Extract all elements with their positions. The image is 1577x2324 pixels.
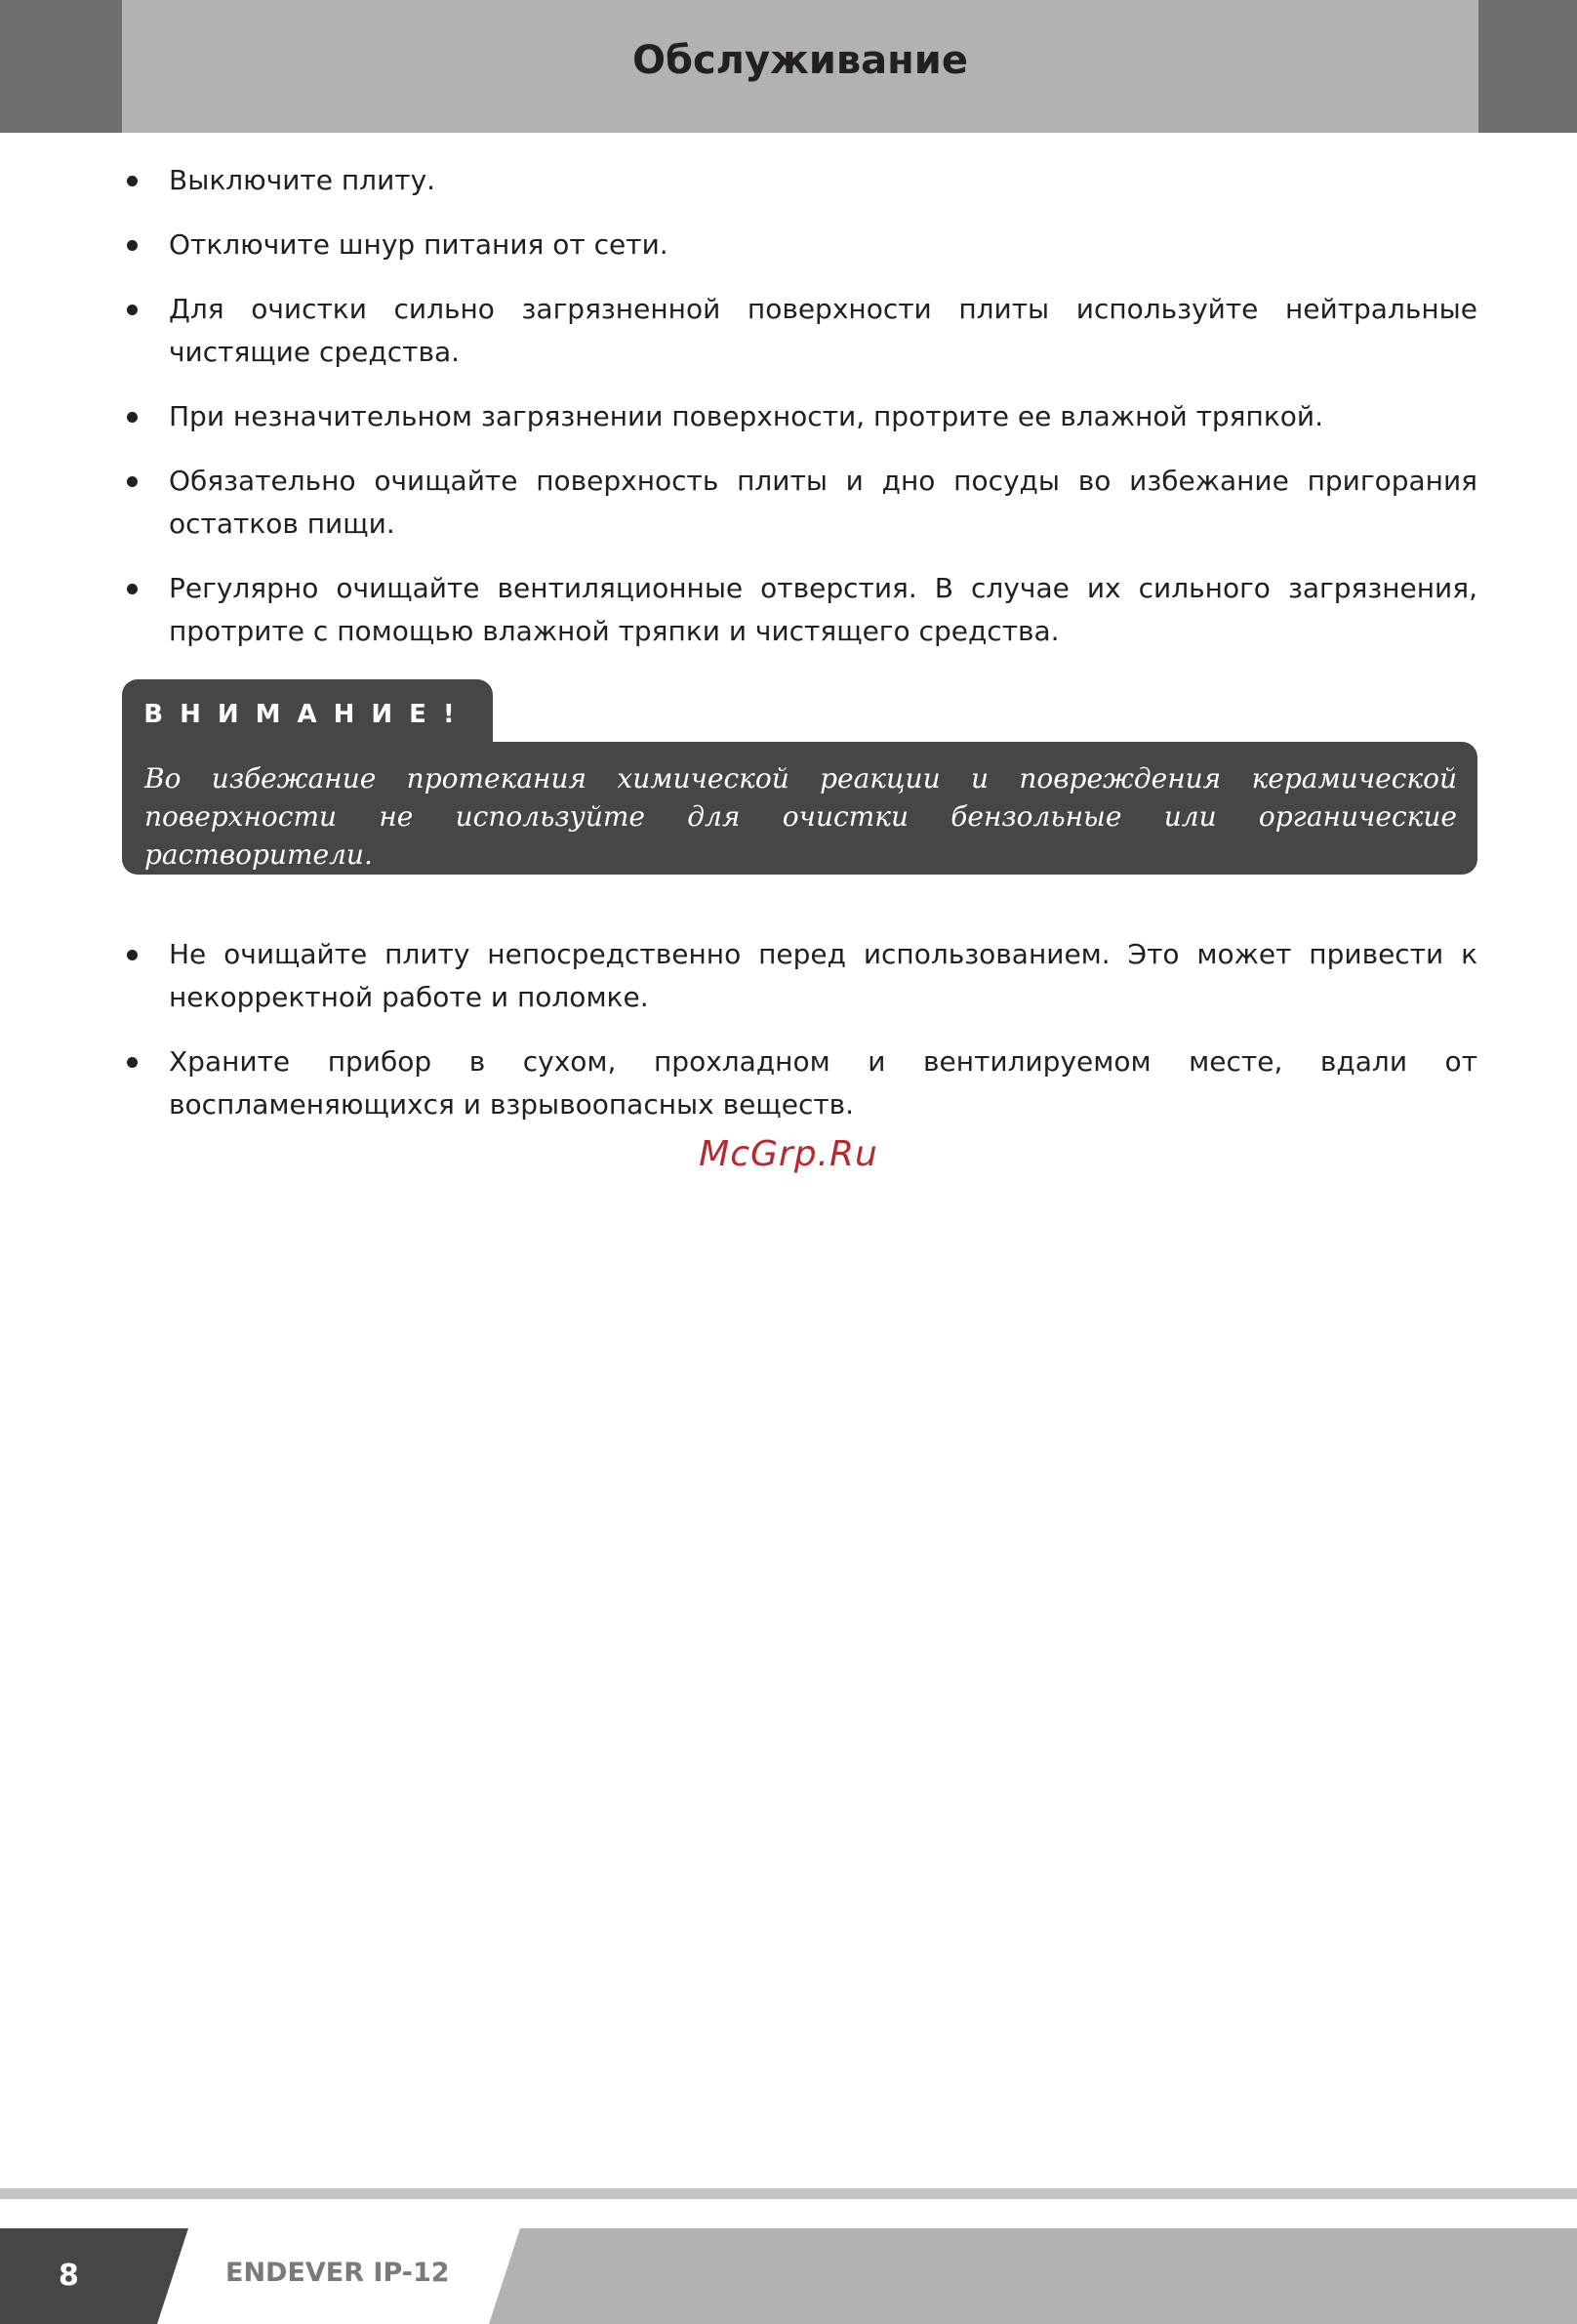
watermark: McGrp.Ru bbox=[699, 1134, 878, 1174]
maintenance-list bbox=[122, 159, 1477, 674]
footer-rule bbox=[0, 2188, 1577, 2199]
list-item: Храните прибор в сухом, прохладном и вентилируемом месте, вдали от воспламеняющихся и взрывоопасных веществ. bbox=[122, 1040, 1477, 1126]
list-item: При незначительном загрязнении поверхности, протрите ее влажной тряпкой. bbox=[122, 395, 1477, 438]
list-item: Регулярно очищайте вентиляционные отверстия. В случае их сильного загрязнения, протрите с помощью влажной тряпки и чистящего средства. bbox=[122, 567, 1477, 653]
list-item: Обязательно очищайте поверхность плиты и дно посуды во избежание пригорания остатков пищи. bbox=[122, 460, 1477, 546]
header-right-block bbox=[1478, 0, 1577, 133]
storage-list bbox=[122, 933, 1477, 1148]
list-item: Для очистки сильно загрязненной поверхности плиты используйте нейтральные чистящие средства. bbox=[122, 288, 1477, 374]
page-number: 8 bbox=[59, 2259, 79, 2293]
list-item: Выключите плиту. bbox=[122, 159, 1477, 202]
list-item: Отключите шнур питания от сети. bbox=[122, 224, 1477, 266]
warning-label: ВНИМАНИЕ! bbox=[143, 700, 471, 729]
footer-band bbox=[488, 2228, 1577, 2324]
product-name: ENDEVER IP-12 bbox=[225, 2258, 450, 2288]
header-left-block bbox=[0, 0, 122, 133]
warning-text: Во избежание протекания химической реакции и повреждения керамической поверхности не используйте для очистки бензольные или органические растворители. bbox=[144, 762, 1457, 871]
page-title: Обслуживание bbox=[632, 38, 968, 83]
list-item: Не очищайте плиту непосредственно перед использованием. Это может привести к некорректной работе и поломке. bbox=[122, 933, 1477, 1019]
